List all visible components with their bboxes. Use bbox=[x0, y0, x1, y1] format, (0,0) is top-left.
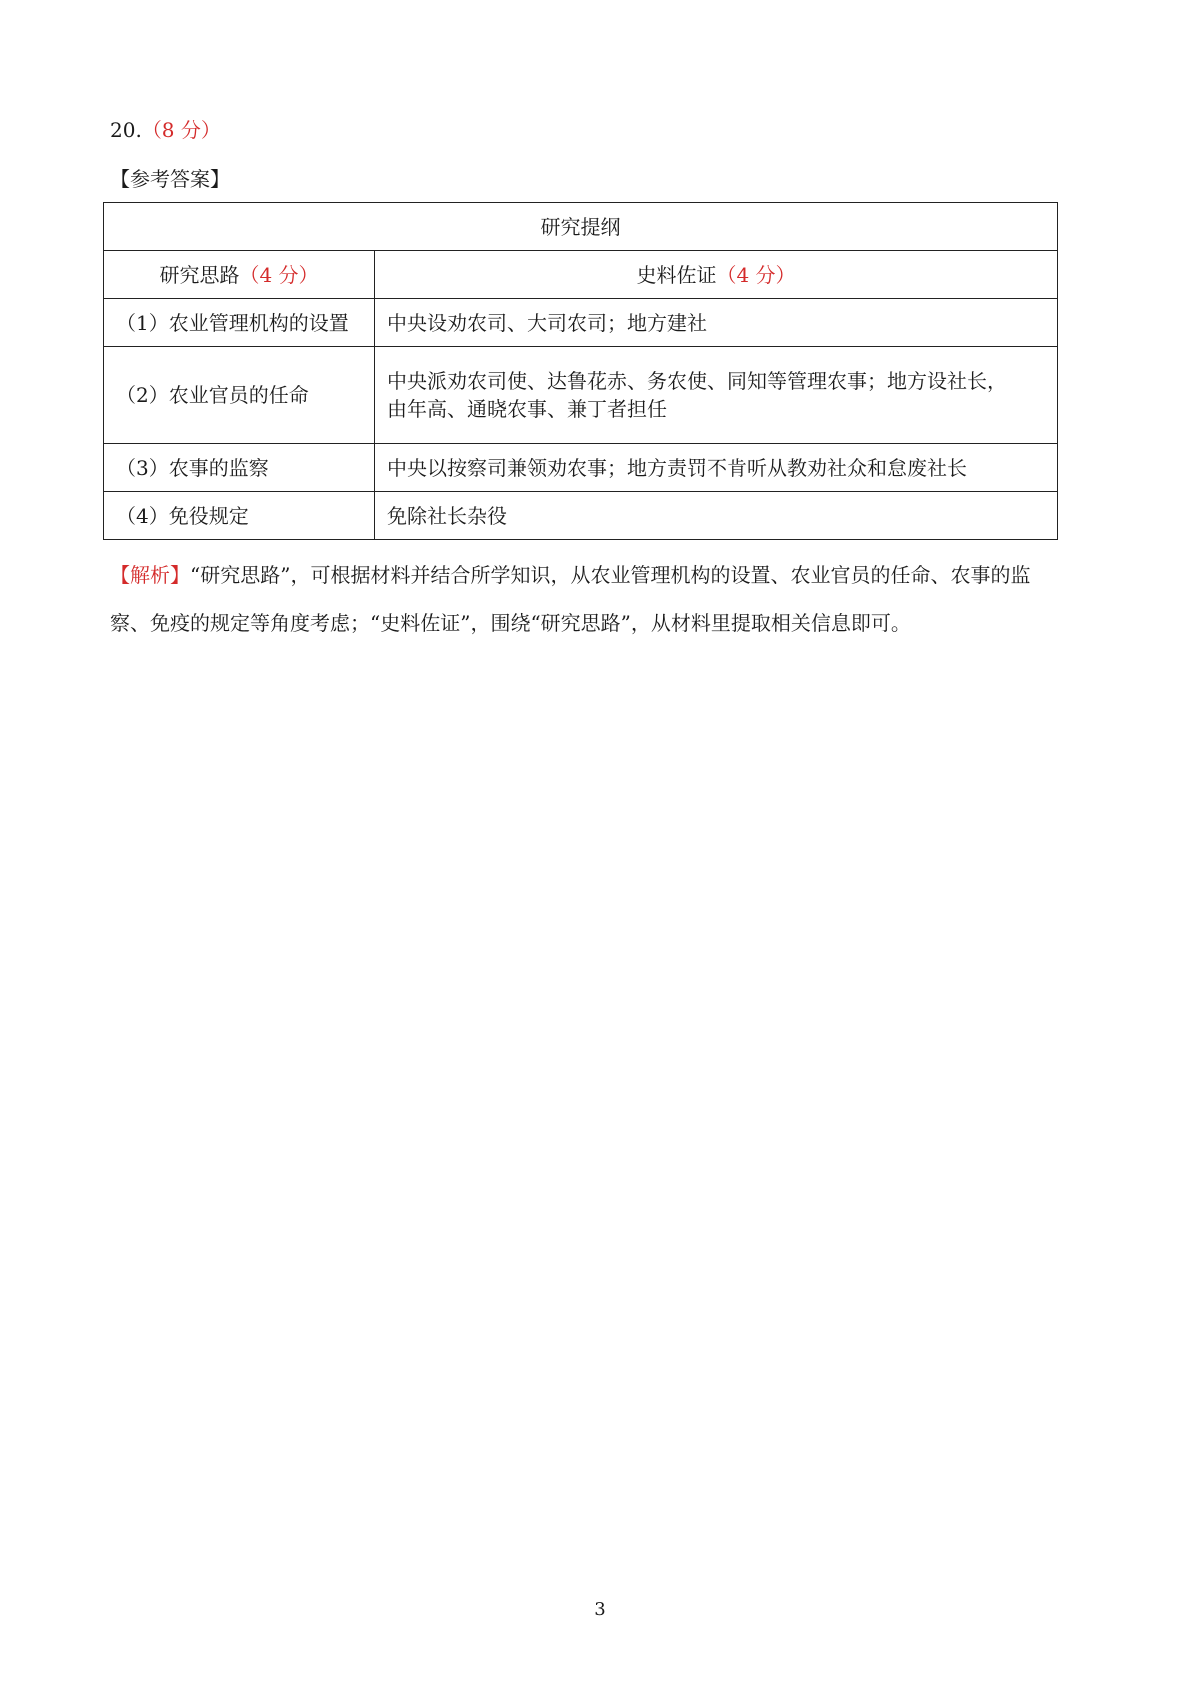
analysis-text: “研究思路”，可根据材料并结合所学知识，从农业管理机构的设置、农业官员的任命、农事的监 bbox=[190, 563, 1031, 587]
evidence-cell bbox=[375, 347, 1058, 444]
question-heading bbox=[110, 116, 221, 144]
question-number: 20. bbox=[110, 118, 142, 142]
analysis-line: 察、免疫的规定等角度考虑；“史料佐证”，围绕“研究思路”，从材料里提取相关信息即可。 bbox=[110, 611, 911, 635]
header-idea-label: 研究思路 bbox=[159, 262, 240, 287]
header-evidence-label: 史料佐证 bbox=[636, 262, 717, 287]
table-row bbox=[104, 299, 1058, 347]
header-evidence-score: （4 分） bbox=[716, 262, 796, 287]
evidence-line: 免除社长杂役 bbox=[387, 503, 507, 528]
evidence-cell bbox=[375, 444, 1058, 492]
idea-cell: （4）免役规定 bbox=[104, 492, 375, 540]
idea-cell: （3）农事的监察 bbox=[104, 444, 375, 492]
research-outline-table bbox=[103, 202, 1058, 540]
table-row bbox=[104, 444, 1058, 492]
evidence-line: 中央设劝农司、大司农司；地方建社 bbox=[387, 310, 707, 335]
analysis-paragraph bbox=[110, 551, 1100, 647]
table-row bbox=[104, 347, 1058, 444]
header-idea-score: （4 分） bbox=[239, 262, 319, 287]
idea-cell: （2）农业官员的任命 bbox=[104, 347, 375, 444]
table-caption: 研究提纲 bbox=[104, 203, 1058, 251]
evidence-line: 中央派劝农司使、达鲁花赤、务农使、同知等管理农事；地方设社长， bbox=[387, 369, 1007, 393]
header-historical-evidence bbox=[375, 251, 1058, 299]
reference-answer-label: 【参考答案】 bbox=[110, 167, 230, 191]
analysis-label: 【解析】 bbox=[110, 563, 190, 587]
evidence-cell bbox=[375, 299, 1058, 347]
analysis-line bbox=[110, 551, 1100, 599]
evidence-line: 中央以按察司兼领劝农事；地方责罚不肯听从教劝社众和怠废社长 bbox=[387, 455, 967, 480]
idea-cell: （1）农业管理机构的设置 bbox=[104, 299, 375, 347]
evidence-cell bbox=[375, 492, 1058, 540]
evidence-line: 由年高、通晓农事、兼丁者担任 bbox=[387, 397, 667, 421]
question-score: （8 分） bbox=[141, 118, 221, 142]
table-row bbox=[104, 492, 1058, 540]
page-number: 3 bbox=[594, 1599, 606, 1620]
header-research-idea bbox=[104, 251, 375, 299]
